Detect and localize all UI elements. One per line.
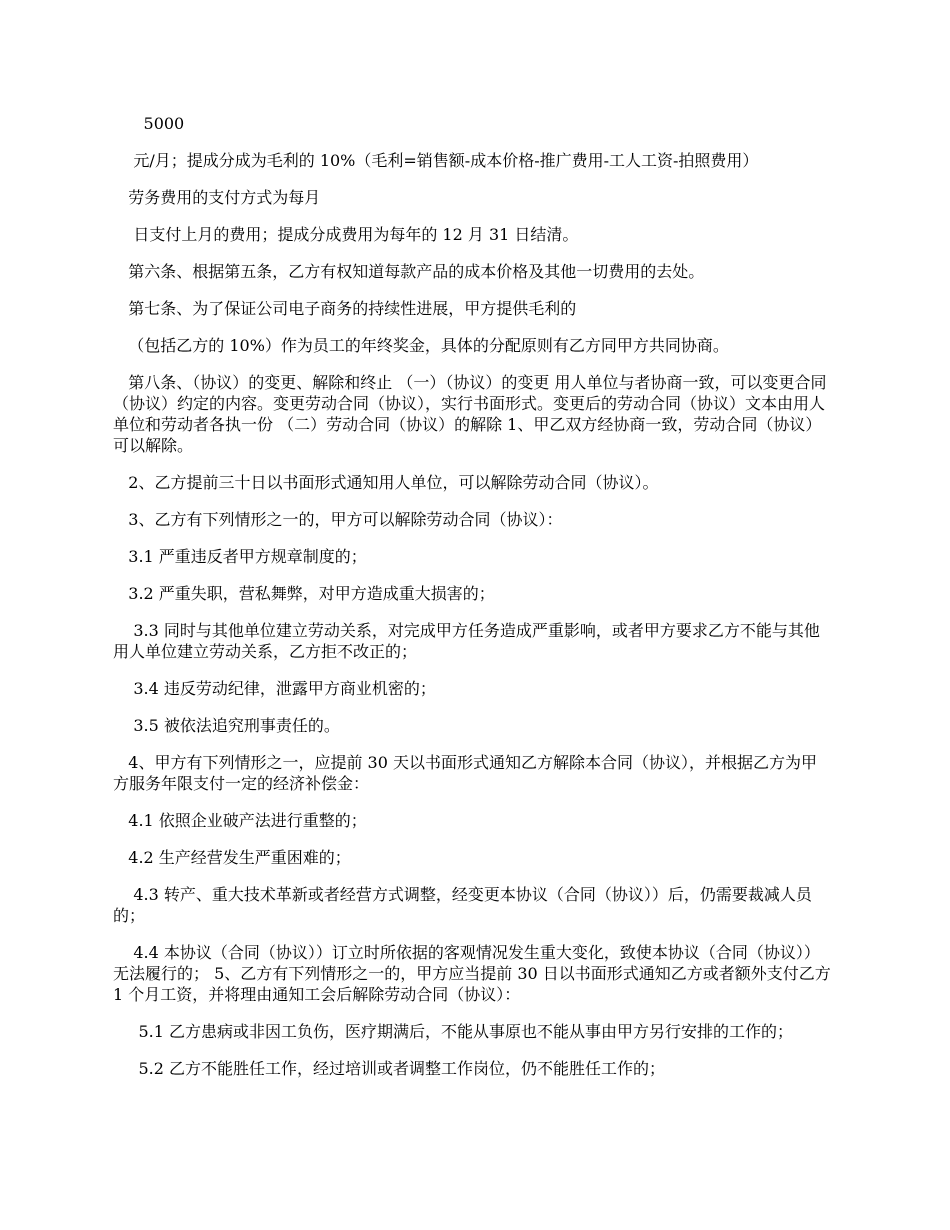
- paragraph-commission-rate: [113, 150, 832, 171]
- paragraph-clause-3-4: [113, 678, 832, 699]
- paragraph-clause-5-2: [113, 1058, 832, 1079]
- paragraph-payment-date: [113, 224, 832, 245]
- paragraph-text: 日支付上月的费用；提成分成费用为每年的 12 月 31 日结清。: [133, 225, 579, 244]
- paragraph-clause-4-3: [113, 884, 832, 926]
- paragraph-text: 3.5 被依法追究刑事责任的。: [133, 716, 340, 735]
- paragraph-text: 4.1 依照企业破产法进行重整的；: [128, 811, 367, 830]
- paragraph-article-6: [113, 261, 832, 282]
- paragraph-clause-3-1: [113, 546, 832, 567]
- paragraph-clause-3-2: [113, 583, 832, 604]
- paragraph-clause-2: [113, 472, 832, 493]
- paragraph-bonus: [113, 335, 832, 356]
- paragraph-article-8: [113, 372, 832, 456]
- paragraph-salary-amount: [113, 113, 832, 134]
- paragraph-text: 3、乙方有下列情形之一的，甲方可以解除劳动合同（协议）：: [128, 510, 563, 529]
- paragraph-text: 2、乙方提前三十日以书面形式通知用人单位，可以解除劳动合同（协议）。: [128, 473, 659, 492]
- paragraph-text: 3.4 违反劳动纪律，泄露甲方商业机密的；: [133, 679, 436, 698]
- paragraph-text: 3.3 同时与其他单位建立劳动关系，对完成甲方任务造成严重影响，或者甲方要求乙方不能与其他用人单位建立劳动关系，乙方拒不改正的；: [113, 621, 820, 661]
- paragraph-text: 元/月；提成分成为毛利的 10%（毛利=销售额-成本价格-推广费用-工人工资-拍照费用）: [133, 151, 759, 170]
- paragraph-text: 4、甲方有下列情形之一，应提前 30 天以书面形式通知乙方解除本合同（协议），并根据乙方为甲方服务年限支付一定的经济补偿金：: [113, 753, 817, 793]
- paragraph-text: 4.2 生产经营发生严重困难的；: [128, 848, 351, 867]
- paragraph-clause-3-5: [113, 715, 832, 736]
- paragraph-article-7: [113, 298, 832, 319]
- paragraph-clause-4-2: [113, 847, 832, 868]
- paragraph-clause-4-1: [113, 810, 832, 831]
- paragraph-clause-5-1: [113, 1021, 832, 1042]
- paragraph-text: 5.2 乙方不能胜任工作，经过培训或者调整工作岗位，仍不能胜任工作的；: [138, 1059, 665, 1078]
- paragraph-payment-method: [113, 187, 832, 208]
- paragraph-text: 3.2 严重失职，营私舞弊，对甲方造成重大损害的；: [128, 584, 495, 603]
- paragraph-text: 第七条、为了保证公司电子商务的持续性进展，甲方提供毛利的: [128, 299, 577, 318]
- paragraph-text: 5.1 乙方患病或非因工负伤，医疗期满后，不能从事原也不能从事由甲方另行安排的工作的；: [138, 1022, 793, 1041]
- paragraph-clause-3-3: [113, 620, 832, 662]
- paragraph-text: 5000: [143, 114, 185, 133]
- paragraph-clause-4: [113, 752, 832, 794]
- paragraph-text: 第八条、（协议）的变更、解除和终止 （一）（协议）的变更 用人单位与者协商一致，可以变更合同（协议）约定的内容。变更劳动合同（协议），实行书面形式。变更后的劳动合同（协议）文本由用人单位和劳动者各执一份 （二）劳动合同（协议）的解除 1、甲乙双方经协商一致，劳动合同（协议）可以解除。: [113, 373, 827, 455]
- paragraph-text: 4.3 转产、重大技术革新或者经营方式调整，经变更本协议（合同（协议））后，仍需要裁减人员的；: [113, 885, 812, 925]
- paragraph-clause-4-4: [113, 942, 832, 1005]
- paragraph-text: 第六条、根据第五条，乙方有权知道每款产品的成本价格及其他一切费用的去处。: [128, 262, 705, 281]
- paragraph-text: （包括乙方的 10%）作为员工的年终奖金，具体的分配原则有乙方同甲方共同协商。: [128, 336, 729, 355]
- paragraph-text: 劳务费用的支付方式为每月: [128, 188, 321, 207]
- paragraph-text: 3.1 严重违反者甲方规章制度的；: [128, 547, 367, 566]
- paragraph-text: 4.4 本协议（合同（协议））订立时所依据的客观情况发生重大变化，致使本协议（合同（协议））无法履行的； 5、乙方有下列情形之一的，甲方应当提前 30 日以书面形式通知乙方或者额外支付乙方 1 个月工资，并将理由通知工会后解除劳动合同（协议）：: [113, 943, 831, 1004]
- paragraph-clause-3: [113, 509, 832, 530]
